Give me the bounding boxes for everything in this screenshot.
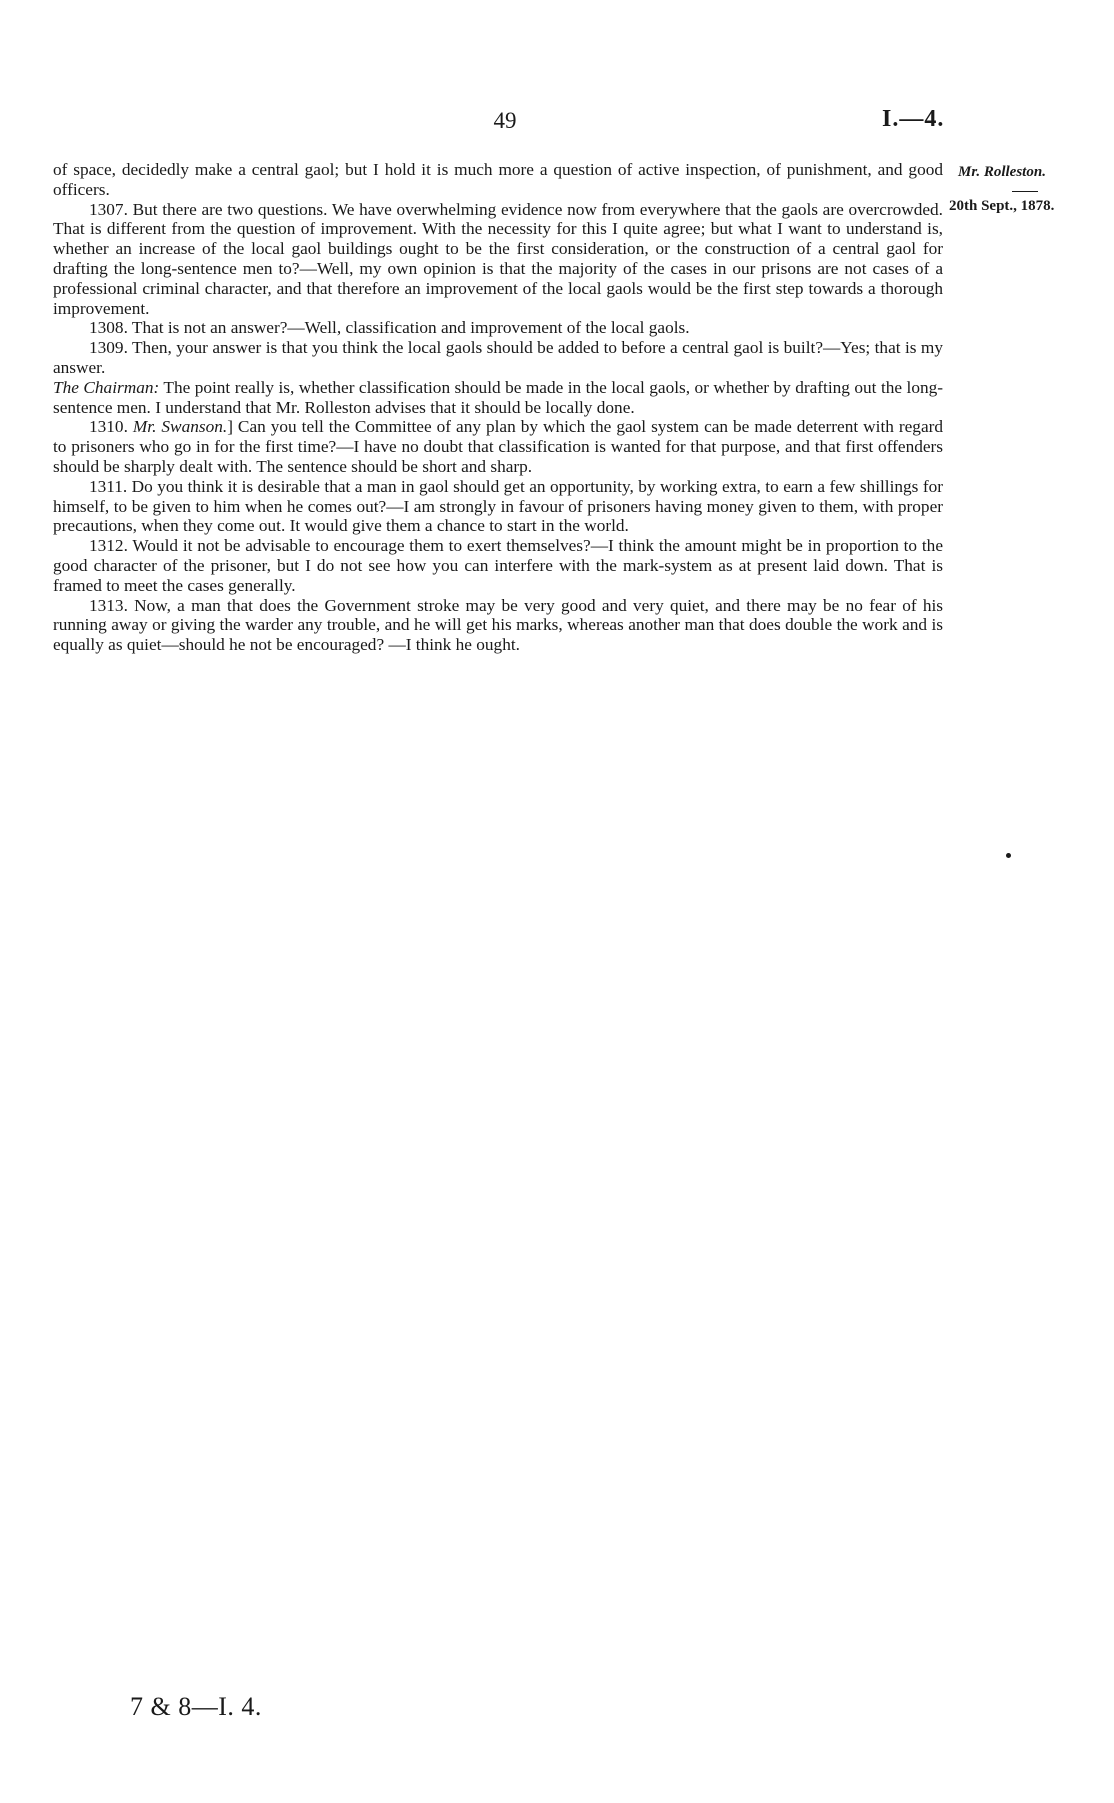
stray-ink-dot <box>1006 853 1011 858</box>
footer-reference: 7 & 8—I. 4. <box>130 1692 262 1721</box>
question-1307: 1307. But there are two questions. We have overwhelming evidence now from everywhere that the gaols are overcrowded. That is different from the question of improvement. With the necessity for this I quite agree; but what I want to understand is, whether an increase of the local gaol buildings ought to be the first consideration, or the construction of a central gaol for drafting the long-sentence men to?—Well, my own opinion is that the majority of the cases in our prisons are not cases of a professional criminal character, and that therefore an improvement of the local gaols would be the first step towards a thorough improvement. <box>53 199 943 318</box>
margin-rule <box>1012 191 1038 192</box>
speaker-chairman: The Chairman: <box>53 377 160 397</box>
question-1310-text: ] Can you tell the Committee of any plan by which the gaol system can be made deterrent with regard to prisoners who go in for the first time?—I have no doubt that classification is wanted for that purpose, and that first offenders should be sharply dealt with. The sentence should be short and sharp. <box>53 417 944 476</box>
margin-witness-name: Mr. Rolleston. <box>958 164 1046 180</box>
question-1309: 1309. Then, your answer is that you think the local gaols should be added to before a central gaol is built?—Yes; that is my answer. <box>53 338 943 377</box>
question-1310 <box>53 417 943 476</box>
question-1313: 1313. Now, a man that does the Government stroke may be very good and very quiet, and there may be no fear of his running away or giving the warder any trouble, and he will get his marks, whereas another man that does double the work and is equally as quiet—should he not be encouraged? —I think he ought. <box>53 595 943 655</box>
margin-date: 20th Sept., 1878. <box>949 198 1055 214</box>
paragraph-continuation: of space, decidedly make a central gaol; but I hold it is much more a question of active inspection, of punishment, and good officers. <box>53 160 943 199</box>
chairman-remark-text: The point really is, whether classification should be made in the local gaols, or whether by drafting out the long-sentence men. I understand that Mr. Rolleston advises that it should be locally done. <box>53 377 943 417</box>
question-1308: 1308. That is not an answer?—Well, classification and improvement of the local gaols. <box>89 318 690 338</box>
question-number: 1310. <box>89 417 133 437</box>
paper-reference: I.—4. <box>882 106 945 132</box>
question-1311: 1311. Do you think it is desirable that a man in gaol should get an opportunity, by working extra, to earn a few shillings for himself, to be given to him when he comes out?—I am strongly in favour of prisoners having money given to them, with proper precautions, when they come out. It would give them a chance to start in the world. <box>53 476 943 536</box>
question-1312: 1312. Would it not be advisable to encourage them to exert themselves?—I think the amount might be in proportion to the good character of the prisoner, but I do not see how you can interfere with the mark-system as at present laid down. That is framed to meet the cases generally. <box>53 536 943 595</box>
chairman-remark <box>53 378 943 418</box>
speaker-swanson: Mr. Swanson. <box>132 417 228 437</box>
page-number: 49 <box>493 108 517 133</box>
evidence-body <box>53 160 943 655</box>
